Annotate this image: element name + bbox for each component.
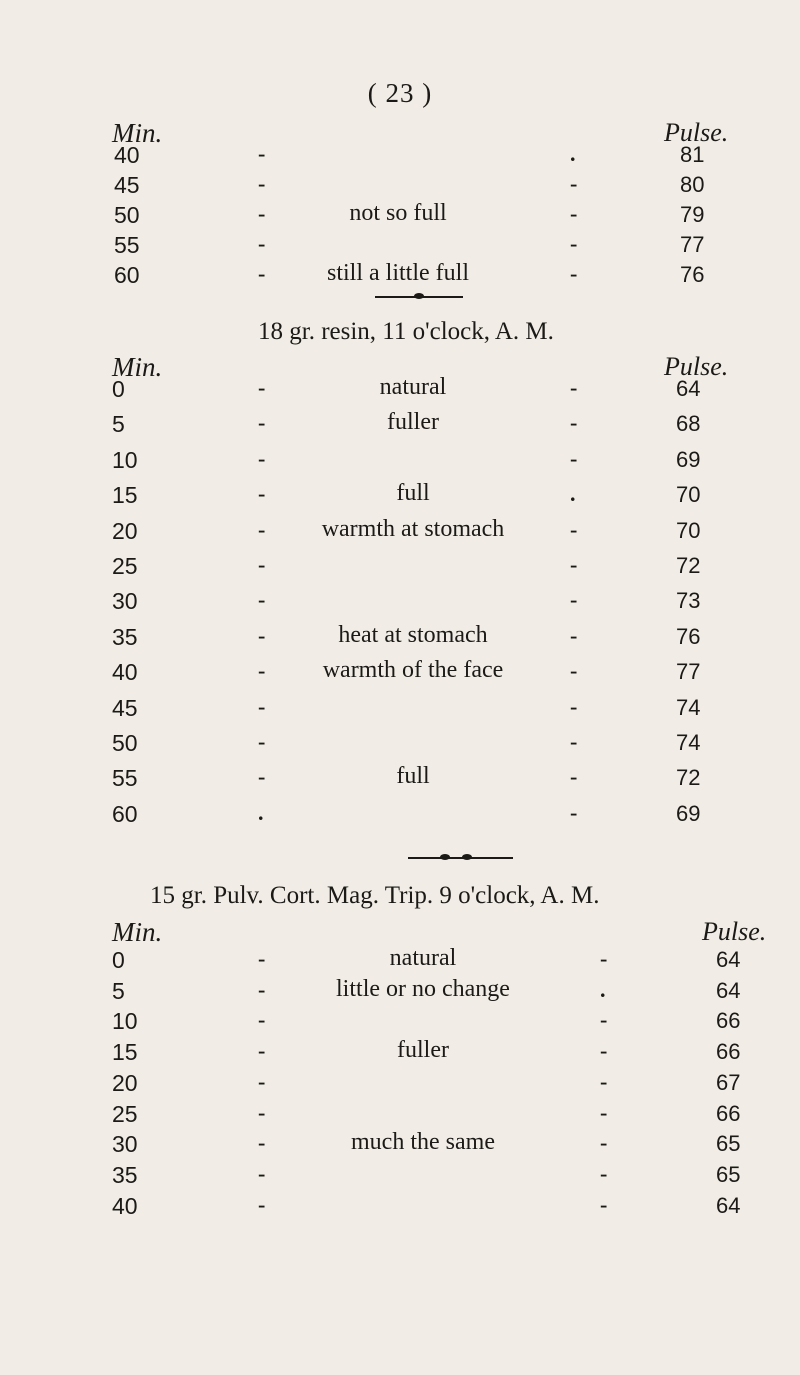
row-minute: 60 [114,262,140,288]
row-pulse: 67 [716,1070,741,1095]
row-pulse: 74 [676,730,701,755]
row-right-mark: . [570,481,576,506]
row-left-mark: - [258,729,266,754]
row-minute: 35 [112,1162,138,1188]
section1-header-pulse: Pulse. [664,118,729,147]
row-observation: still a little full [327,260,469,286]
row-minute: 40 [112,659,138,685]
row-left-mark: - [258,946,266,971]
row-left-mark: - [258,694,266,719]
row-pulse: 69 [676,801,701,826]
row-right-mark: - [600,1130,608,1155]
row-observation: fuller [387,409,439,435]
row-pulse: 65 [716,1162,741,1187]
row-observation: not so full [349,200,447,226]
row-left-mark: - [258,261,266,286]
row-observation: fuller [397,1037,449,1063]
section2-title: 18 gr. resin, 11 o'clock, A. M. [258,318,554,345]
row-pulse: 72 [676,765,701,790]
row-left-mark: - [258,764,266,789]
row-right-mark: - [570,623,578,648]
row-right-mark: - [570,231,578,256]
row-right-mark: - [600,1161,608,1186]
row-observation: warmth at stomach [321,516,505,542]
row-right-mark: - [570,764,578,789]
row-minute: 40 [112,1193,138,1219]
row-pulse: 70 [676,518,701,543]
row-right-mark: - [570,587,578,612]
row-pulse: 73 [676,588,701,613]
row-left-mark: - [258,552,266,577]
row-minute: 0 [112,376,125,402]
section1-header-min: Min. [112,118,163,148]
row-left-mark: - [258,1069,266,1094]
row-right-mark: - [600,946,608,971]
row-left-mark: - [258,587,266,612]
row-observation: natural [379,374,447,400]
row-minute: 10 [112,1008,138,1034]
row-pulse: 80 [680,172,705,197]
row-right-mark: . [600,977,606,1002]
row-minute: 55 [114,232,140,258]
row-minute: 15 [112,1039,138,1065]
row-left-mark: - [258,231,266,256]
row-left-mark: - [258,517,266,542]
row-left-mark: - [258,1100,266,1125]
section3-header-min: Min. [112,917,163,947]
section2-divider [408,857,513,859]
row-minute: 45 [112,695,138,721]
row-left-mark: - [258,141,266,166]
row-minute: 30 [112,1131,138,1157]
row-right-mark: - [570,410,578,435]
row-left-mark: - [258,375,266,400]
row-right-mark: - [600,1069,608,1094]
row-pulse: 64 [716,1193,741,1218]
row-pulse: 65 [716,1131,741,1156]
row-pulse: 69 [676,447,701,472]
row-minute: 0 [112,947,125,973]
row-pulse: 74 [676,695,701,720]
row-minute: 5 [112,411,125,437]
row-right-mark: - [570,658,578,683]
section2-divider-ornament [440,854,450,860]
row-left-mark: . [258,800,264,825]
row-left-mark: - [258,410,266,435]
section2-header-pulse: Pulse. [664,352,729,381]
row-pulse: 72 [676,553,701,578]
row-left-mark: - [258,977,266,1002]
row-left-mark: - [258,658,266,683]
row-pulse: 66 [716,1101,741,1126]
row-observation: warmth of the face [322,657,504,683]
row-right-mark: - [570,729,578,754]
row-left-mark: - [258,201,266,226]
row-left-mark: - [258,481,266,506]
row-minute: 25 [112,1101,138,1127]
section3-title: 15 gr. Pulv. Cort. Mag. Trip. 9 o'clock, A. M. [150,882,600,909]
row-minute: 50 [112,730,138,756]
row-left-mark: - [258,446,266,471]
row-left-mark: - [258,1192,266,1217]
row-pulse: 81 [680,142,705,167]
row-left-mark: - [258,1038,266,1063]
row-pulse: 68 [676,411,701,436]
row-minute: 10 [112,447,138,473]
row-pulse: 70 [676,482,701,507]
row-pulse: 76 [680,262,705,287]
row-right-mark: - [570,375,578,400]
row-pulse: 79 [680,202,705,227]
row-right-mark: - [570,446,578,471]
row-minute: 40 [114,142,140,168]
section2-divider-ornament-2 [462,854,472,860]
section2-header-min: Min. [112,352,163,382]
section1-divider-ornament [414,293,424,299]
row-right-mark: - [600,1007,608,1032]
row-left-mark: - [258,623,266,648]
row-pulse: 77 [680,232,705,257]
row-minute: 15 [112,482,138,508]
row-right-mark: - [570,517,578,542]
row-left-mark: - [258,171,266,196]
row-right-mark: - [570,201,578,226]
row-pulse: 64 [716,947,741,972]
row-minute: 55 [112,765,138,791]
row-minute: 45 [114,172,140,198]
row-left-mark: - [258,1007,266,1032]
row-right-mark: - [570,261,578,286]
row-observation: natural [389,945,457,971]
row-left-mark: - [258,1161,266,1186]
row-pulse: 66 [716,1008,741,1033]
row-minute: 50 [114,202,140,228]
row-right-mark: - [570,800,578,825]
row-right-mark: - [570,694,578,719]
row-minute: 20 [112,1070,138,1096]
row-minute: 60 [112,801,138,827]
row-pulse: 64 [716,978,741,1003]
row-minute: 5 [112,978,125,1004]
row-right-mark: - [570,171,578,196]
row-left-mark: - [258,1130,266,1155]
row-pulse: 77 [676,659,701,684]
row-right-mark: - [600,1038,608,1063]
row-right-mark: . [570,141,576,166]
row-right-mark: - [600,1192,608,1217]
row-observation: much the same [351,1129,495,1155]
section3-header-pulse: Pulse. [702,917,767,946]
row-minute: 20 [112,518,138,544]
row-minute: 25 [112,553,138,579]
row-right-mark: - [600,1100,608,1125]
page-number: ( 23 ) [367,78,433,108]
row-observation: heat at stomach [338,622,488,648]
row-observation: little or no change [336,976,510,1002]
row-minute: 35 [112,624,138,650]
row-observation: full [396,763,430,789]
row-pulse: 64 [676,376,701,401]
row-observation: full [396,480,430,506]
row-right-mark: - [570,552,578,577]
row-minute: 30 [112,588,138,614]
row-pulse: 66 [716,1039,741,1064]
row-pulse: 76 [676,624,701,649]
